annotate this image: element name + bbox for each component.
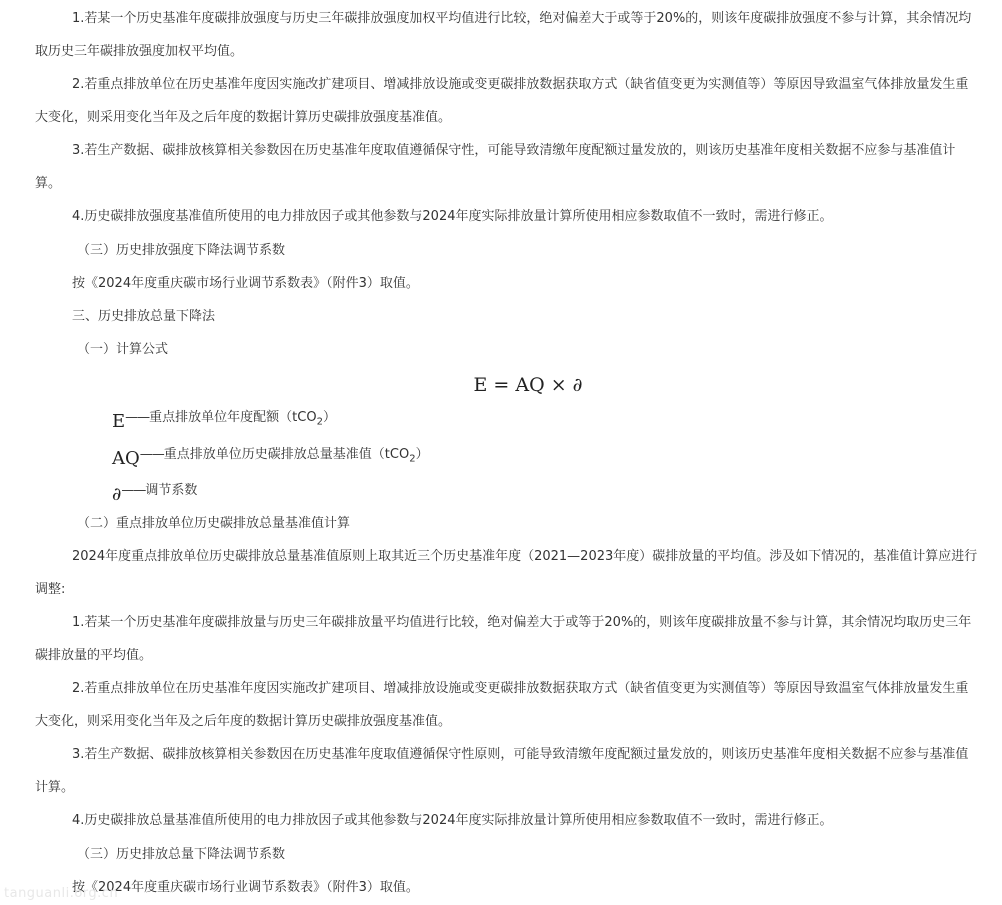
definition-subscript: 2 [409,453,416,465]
definition-dash: —— [125,410,150,425]
definition-text: 调节系数 [145,483,198,498]
paragraph-total-rule-4: 4.历史碳排放总量基准值所使用的电力排放因子或其他参数与2024年度实际排放量计算所使用相应参数取值不一致时，需进行修正。 [72,813,833,828]
paragraph-intensity-rule-3: 3.若生产数据、碳排放核算相关参数因在历史基准年度取值遵循保守性，可能导致清缴年度配额过量发放的，则该历史基准年度相关数据不应参与基准值计算。 [35,143,956,191]
paragraph-total-coefficient: 按《2024年度重庆碳市场行业调节系数表》（附件3）取值。 [72,880,419,895]
paragraph-total-intro: 2024年度重点排放单位历史碳排放总量基准值原则上取其近三个历史基准年度（2021—2023年度）碳排放量的平均值。涉及如下情况的，基准值计算应进行调整: [35,549,978,597]
heading-total-calculation: （二）重点排放单位历史碳排放总量基准值计算 [77,516,351,531]
definition-text: 重点排放单位年度配额（tCO [149,410,317,425]
definition-dash: —— [121,483,146,498]
heading-formula: （一）计算公式 [77,342,169,357]
paragraph-total-rule-2: 2.若重点排放单位在历史基准年度因实施改扩建项目、增减排放设施或变更碳排放数据获取方式（缺省值变更为实测值等）等原因导致温室气体排放量发生重大变化，则采用变化当年及之后年度的数据计算历史碳排放强度基准值。 [35,681,969,729]
heading-total-method: 三、历史排放总量下降法 [72,309,216,324]
definition-e [112,406,336,432]
watermark: tanguanli.org.cn [4,886,119,901]
definition-adjustment [112,479,197,505]
definition-text: 重点排放单位历史碳排放总量基准值（tCO [163,447,410,462]
heading-intensity-coefficient: （三）历史排放强度下降法调节系数 [77,243,286,258]
paragraph-total-rule-3: 3.若生产数据、碳排放核算相关参数因在历史基准年度取值遵循保守性原则，可能导致清缴年度配额过量发放的，则该历史基准年度相关数据不应参与基准值计算。 [35,747,969,795]
paragraph-intensity-rule-1: 1.若某一个历史基准年度碳排放强度与历史三年碳排放强度加权平均值进行比较，绝对偏差大于或等于20%的，则该年度碳排放强度不参与计算，其余情况均取历史三年碳排放强度加权平均值。 [35,11,972,59]
definition-aq [112,443,429,469]
definition-close: ） [415,447,429,462]
heading-total-coefficient: （三）历史排放总量下降法调节系数 [77,847,286,862]
paragraph-intensity-coefficient: 按《2024年度重庆碳市场行业调节系数表》（附件3）取值。 [72,276,419,291]
paragraph-intensity-rule-4: 4.历史碳排放强度基准值所使用的电力排放因子或其他参数与2024年度实际排放量计算所使用相应参数取值不一致时，需进行修正。 [72,209,833,224]
definition-dash: —— [139,447,164,462]
paragraph-total-rule-1: 1.若某一个历史基准年度碳排放量与历史三年碳排放量平均值进行比较，绝对偏差大于或等于20%的，则该年度碳排放量不参与计算，其余情况均取历史三年碳排放量的平均值。 [35,615,972,663]
definition-symbol: E [112,411,126,432]
paragraph-intensity-rule-2: 2.若重点排放单位在历史基准年度因实施改扩建项目、增减排放设施或变更碳排放数据获取方式（缺省值变更为实测值等）等原因导致温室气体排放量发生重大变化，则采用变化当年及之后年度的数据计算历史碳排放强度基准值。 [35,77,969,125]
definition-symbol: ∂ [112,484,122,505]
definition-symbol: AQ [112,448,140,469]
definition-close: ） [322,410,336,425]
formula-expression: E = AQ × ∂ [473,374,583,396]
definition-subscript: 2 [316,416,323,428]
